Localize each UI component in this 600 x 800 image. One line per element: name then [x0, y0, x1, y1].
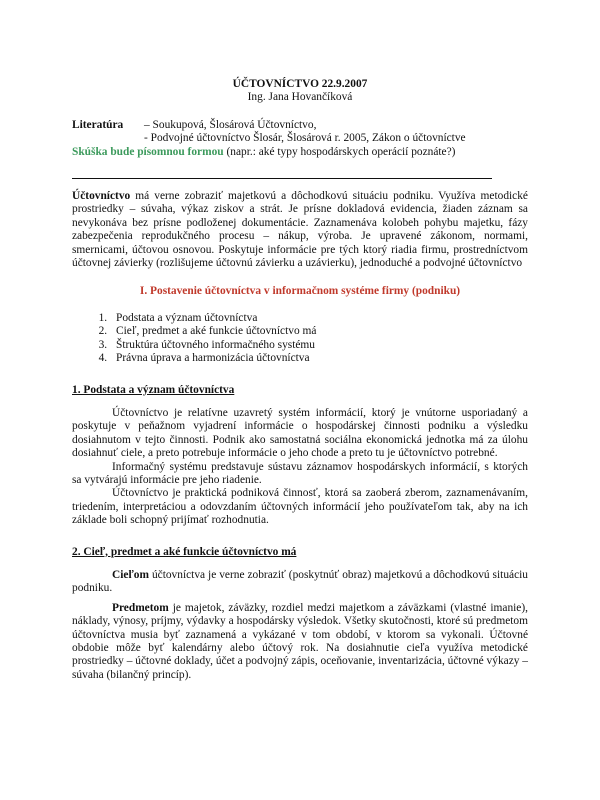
body-paragraph: Účtovníctvo je relatívne uzavretý systém informácií, ktorý je vnútorne usporiadaný a poskytuje v peňažnom vyjadrení informácie o hospodárskej činnosti podniku a výsledku dosiahnutom v tejto činnosti. Podnik ako samostatná sociálna ekonomická jednotka má za úlohu dosiahnuť ciele, a preto potrebuje informácie o jeho chode a preto tu je účtovníctvo potrebné.	[72, 406, 528, 460]
horizontal-rule	[72, 178, 492, 179]
document-author: Ing. Jana Hovančíková	[247, 91, 353, 104]
literature-block	[72, 119, 528, 146]
body-paragraph: Účtovníctvo je praktická podniková činnosť, ktorá sa zaoberá zberom, zaznamenávaním, triedením, interpretáciou a odovzdaním účtovných informácií jeho používateľom tak, aby na ich základe boli schopný prijímať rozhodnutia.	[72, 487, 528, 527]
subject-term: Predmetom	[112, 601, 169, 614]
table-of-contents	[72, 312, 528, 366]
document-page	[72, 78, 528, 682]
intro-text: má verne zobraziť majetkovú a dôchodkovú situáciu podniku. Využíva metodické prostriedky – súvaha, výkaz ziskov a strát. Je prísne dokladová evidencia, žiaden záznam sa nevykonáva bez prísne podloženej dokumentácie. Zaznamenáva kolobeh pohybu majetku, fázy zabezpečenia reprodukčného procesu – nákup, výroba. Je upravené zákonom, normami, smernicami, účtovou osnovou. Poskytuje informácie pre tých ktorý riadia firmu, prostredníctvom účtovnej závierky (rozlišujeme účtovnú závierku a uzávierku), jednoduché a podvojné účtovníctvo	[72, 190, 528, 270]
chapter-heading: 1. Podstata a význam účtovníctva	[72, 383, 235, 396]
literature-line: - Podvojné účtovníctvo Šlosár, Šlosárová r. 2005, Zákon o účtovníctve	[144, 132, 466, 145]
subject-paragraph	[72, 602, 528, 682]
toc-item: 3. Štruktúra účtovného informačného systému	[110, 339, 528, 352]
subject-text: je majetok, záväzky, rozdiel medzi majetkom a záväzkami (vlastné imanie), náklady, výnosy, príjmy, výdavky a hospodársky výsledok. Všetky skutočnosti, ktoré sú predmetom účtovníctva musia byť zaznamená a vykázané v tom období, v ktorom sa vykonali. Účtovné obdobie môže byť kalendárny alebo účtový rok. Na dosiahnutie cieľa využíva metodické prostriedky – účtovné doklady, účet a podvojný zápis, oceňovanie, inventarizácia, účtovné výkazy – súvaha (bilančný princíp).	[72, 601, 528, 681]
literature-list	[144, 119, 528, 146]
toc-item: 1. Podstata a význam účtovníctva	[110, 312, 528, 325]
literature-line: – Soukupová, Šlosárová Účtovníctvo,	[144, 118, 317, 131]
goal-paragraph	[72, 569, 528, 596]
exam-note-lead: Skúška bude písomnou formou	[72, 145, 224, 158]
toc-item: 2. Cieľ, predmet a aké funkcie účtovníctvo má	[110, 325, 528, 338]
literature-label: Literatúra	[72, 118, 124, 131]
intro-term: Účtovníctvo	[72, 190, 131, 203]
goal-term: Cieľom	[112, 568, 149, 581]
intro-paragraph	[72, 190, 528, 270]
document-title: ÚČTOVNÍCTVO 22.9.2007	[232, 78, 368, 90]
chapter-heading: 2. Cieľ, predmet a aké funkcie účtovníctvo má	[72, 545, 297, 558]
goal-text: účtovníctva je verne zobraziť (poskytnúť obraz) majetkovú a dôchodkovú situáciu podniku.	[72, 568, 528, 595]
exam-note	[72, 146, 528, 159]
toc-item: 4. Právna úprava a harmonizácia účtovníctva	[110, 352, 528, 365]
exam-note-example: (napr.: aké typy hospodárskych operácií poznáte?)	[223, 145, 456, 158]
section-title: I. Postavenie účtovníctva v informačnom systéme firmy (podniku)	[139, 285, 461, 298]
body-paragraph: Informačný systému predstavuje sústavu záznamov hospodárskych informácií, s ktorých sa vytvárajú informácie pre jeho riadenie.	[72, 460, 528, 486]
